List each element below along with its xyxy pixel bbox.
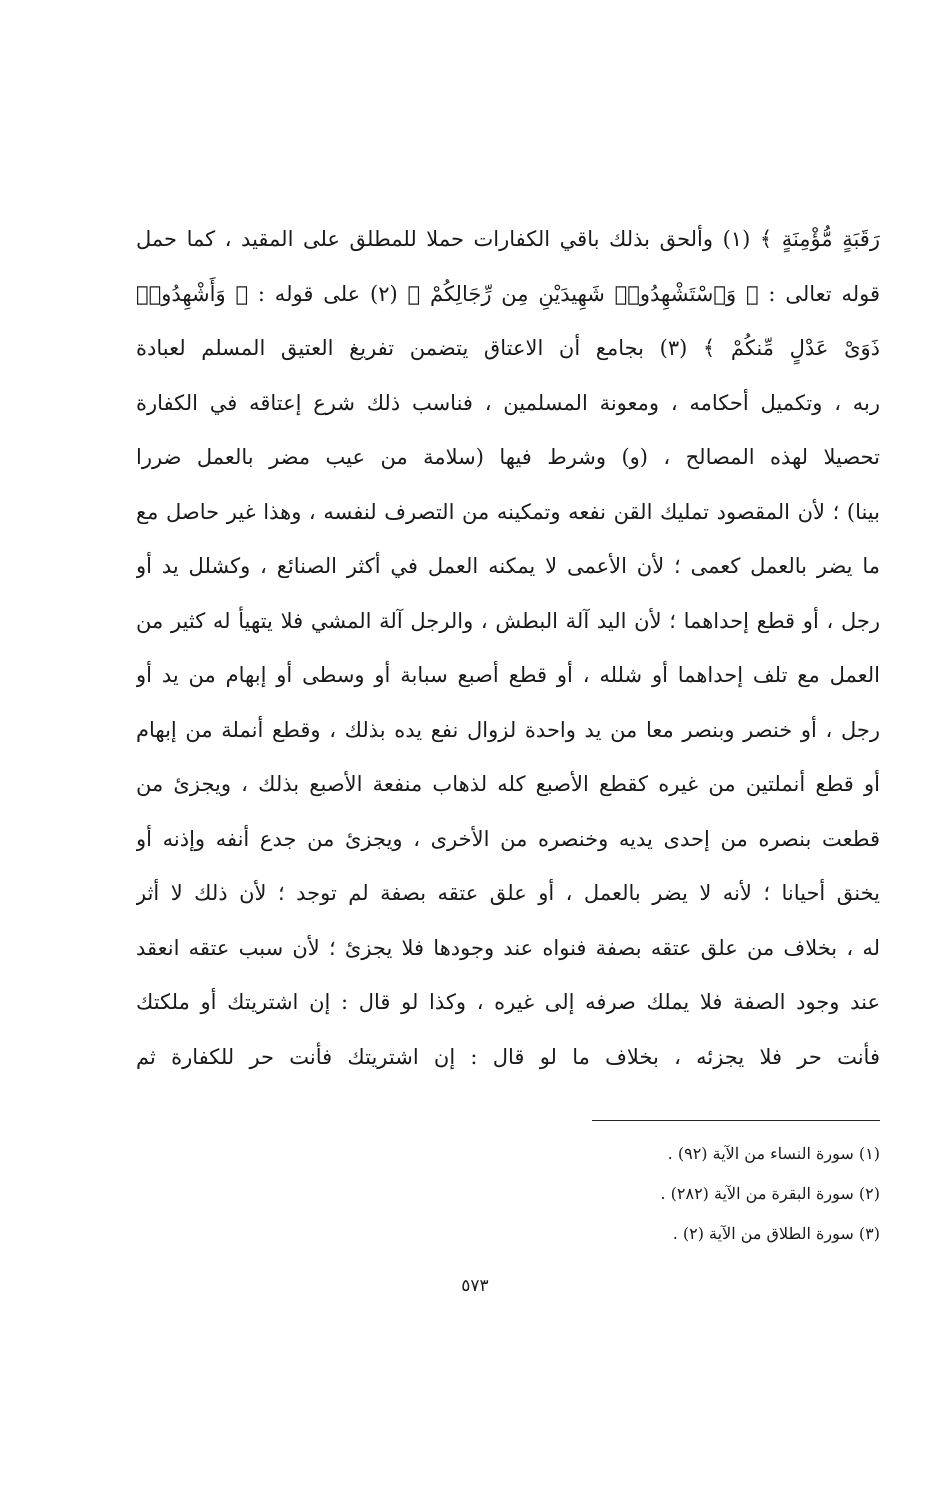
text-line: ربه ، وتكميل أحكامه ، ومعونة المسلمين ، فناسب ذلك شرع إعتاقه في الكفارة bbox=[136, 390, 880, 415]
text-line: فأنت حر فلا يجزئه ، بخلاف ما لو قال : إن اشتريتك فأنت حر للكفارة ثم bbox=[136, 1044, 880, 1069]
text-line: تحصيلا لهذه المصالح ، (و) وشرط فيها (سلامة من عيب مضر بالعمل ضررا bbox=[136, 445, 880, 469]
text-line: رجل ، أو خنصر وبنصر معا من يد واحدة لزوال نفع يده بذلك ، وقطع أنملة من إبهام bbox=[136, 717, 880, 742]
text-line: قطعت بنصره من إحدى يديه وخنصره من الأخرى ، ويجزئ من جدع أنفه وإذنه أو bbox=[136, 826, 880, 851]
text-line: رَقَبَةٍ مُّؤْمِنَةٍ ﴾ (١) وألحق بذلك باقي الكفارات حملا للمطلق على المقيد ، كما حمل bbox=[136, 227, 880, 251]
footnote-3: (٣) سورة الطلاق من الآية (٢) . bbox=[672, 1224, 880, 1243]
page-number: ٥٧٣ bbox=[461, 1276, 489, 1296]
text-line: ما يضر بالعمل كعمى ؛ لأن الأعمى لا يمكنه العمل في أكثر الصنائع ، وكشلل يد أو bbox=[136, 554, 880, 578]
text-line: له ، بخلاف من علق عتقه بصفة فنواه عند وجودها فلا يجزئ ؛ لأن سبب عتقه انعقد bbox=[136, 935, 880, 960]
text-line: ذَوَىْ عَدْلٍ مِّنكُمْ ﴾ (٣) بجامع أن الاعتاق يتضمن تفريغ العتيق المسلم لعبادة bbox=[136, 336, 880, 360]
text-line: بينا) ؛ لأن المقصود تمليك القن نفعه وتمكينه من التصرف لنفسه ، وهذا غير حاصل مع bbox=[136, 499, 880, 524]
text-line: رجل ، أو قطع إحداهما ؛ لأن اليد آلة البطش ، والرجل آلة المشي فلا يتهيأ له كثير من bbox=[136, 608, 880, 633]
footnote-1: (١) سورة النساء من الآية (٩٢) . bbox=[667, 1144, 880, 1163]
main-text bbox=[136, 212, 880, 1084]
footnotes bbox=[480, 1134, 880, 1254]
footnote-2: (٢) سورة البقرة من الآية (٢٨٢) . bbox=[660, 1184, 880, 1203]
text-line: قوله تعالى : ﴿ وَٱسْتَشْهِدُوا۟ شَهِيدَيْنِ مِن رِّجَالِكُمْ ﴾ (٢) على قوله : ﴿ وَأَشْهِدُوا۟ bbox=[136, 281, 880, 306]
text-line: أو قطع أنملتين من غيره كقطع الأصبع كله لذهاب منفعة الأصبع بذلك ، ويجزئ من bbox=[136, 772, 880, 796]
footnote-divider bbox=[592, 1120, 880, 1121]
text-line: عند وجود الصفة فلا يملك صرفه إلى غيره ، وكذا لو قال : إن اشتريتك أو ملكتك bbox=[136, 990, 880, 1014]
text-line: العمل مع تلف إحداهما أو شلله ، أو قطع أصبع سبابة أو وسطى أو إبهام من يد أو bbox=[136, 663, 880, 687]
text-line: يخنق أحيانا ؛ لأنه لا يضر بالعمل ، أو علق عتقه بصفة لم توجد ؛ لأن ذلك لا أثر bbox=[136, 881, 880, 905]
